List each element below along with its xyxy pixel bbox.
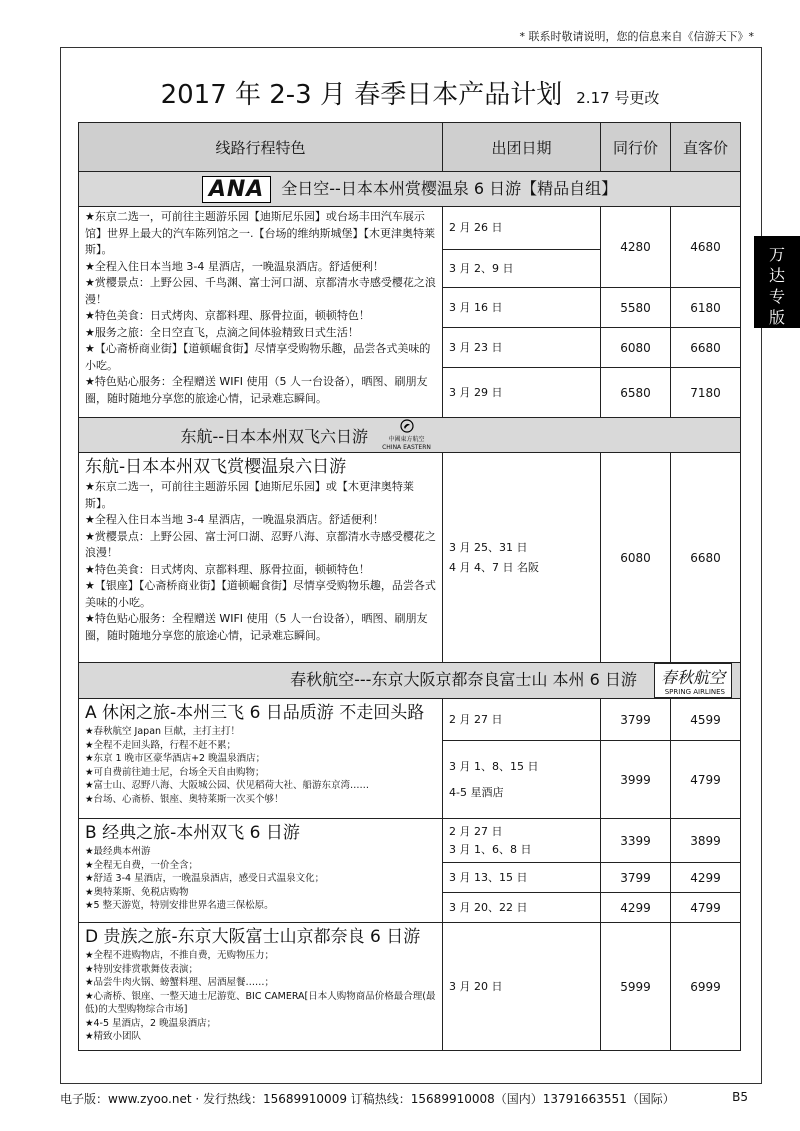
section-title-spring: 春秋航空---东京大阪京都奈良富士山 本州 6 日游 bbox=[290, 670, 637, 689]
features-route-b bbox=[79, 819, 443, 923]
section-bar-spring bbox=[79, 663, 741, 699]
footer bbox=[60, 1090, 760, 1107]
spring-logo-cn: 春秋航空 bbox=[660, 668, 725, 687]
peer-price: 3799 bbox=[601, 699, 671, 741]
peer-price: 3799 bbox=[601, 863, 671, 893]
date-cell bbox=[443, 819, 601, 863]
feature-line: ★全程无自费，一价全含； bbox=[85, 859, 199, 871]
ce-logo-en: CHINA EASTERN bbox=[382, 443, 431, 451]
ce-swallow-icon bbox=[400, 419, 414, 433]
title-main: 2017 年 2-3 月 春季日本产品计划 bbox=[160, 80, 563, 110]
peer-price: 6580 bbox=[601, 368, 671, 418]
date-cell: 3 月 16 日 bbox=[443, 288, 601, 328]
header-direct-price: 直客价 bbox=[671, 123, 741, 172]
feature-line: ★东京 1 晚市区豪华酒店+2 晚温泉酒店； bbox=[85, 753, 266, 764]
features-ana bbox=[79, 207, 443, 418]
date-line: 4 月 4、7 日 名阪 bbox=[449, 560, 539, 574]
feature-line: ★特色美食：日式烤肉、京都料理、豚骨拉面，顿顿特色！ bbox=[85, 562, 370, 576]
section-title-ana: 全日空--日本本州赏樱温泉 6 日游【精品自组】 bbox=[281, 178, 618, 198]
feature-line: ★全程入住日本当地 3-4 星酒店，一晚温泉酒店。舒适便利！ bbox=[85, 259, 384, 273]
date-cell: 3 月 20、22 日 bbox=[443, 893, 601, 923]
feature-line: ★东京二选一，可前往主题游乐园【迪斯尼乐园】或台场丰田汽车展示馆】世界上最大的汽车陈列馆之一.【台场的维纳斯城堡】【木更津奥特莱斯】。 bbox=[85, 210, 435, 256]
direct-price: 4799 bbox=[671, 741, 741, 819]
direct-price: 7180 bbox=[671, 368, 741, 418]
ana-logo: ANA bbox=[202, 176, 271, 203]
product-table bbox=[78, 122, 741, 1051]
feature-line: ★东京二选一，可前往主题游乐园【迪斯尼乐园】或【木更津奥特莱斯】。 bbox=[85, 480, 414, 510]
peer-price: 3399 bbox=[601, 819, 671, 863]
feature-line: ★全程不走回头路，行程不赶不累； bbox=[85, 739, 237, 751]
direct-price: 6680 bbox=[671, 453, 741, 663]
feature-line: ★全程入住日本当地 3-4 星酒店，一晚温泉酒店。舒适便利！ bbox=[85, 513, 384, 526]
date-cell: 3 月 13、15 日 bbox=[443, 863, 601, 893]
feature-line: ★最经典本州游 bbox=[85, 846, 151, 857]
direct-price: 3899 bbox=[671, 819, 741, 863]
direct-price: 4799 bbox=[671, 893, 741, 923]
header-route: 线路行程特色 bbox=[79, 123, 443, 172]
feature-line: ★4-5 星酒店，2 晚温泉酒店； bbox=[85, 1017, 217, 1029]
feature-line: ★【心斋桥商业街】【道顿崛食街】尽情享受购物乐趣，品尝各式美味的小吃。 bbox=[85, 342, 431, 372]
feature-line: ★春秋航空 Japan 巨献，主打主打！ bbox=[85, 726, 241, 737]
date-cell: 3 月 23 日 bbox=[443, 328, 601, 368]
page-title bbox=[60, 74, 760, 111]
features-route-d bbox=[79, 923, 443, 1051]
peer-price: 4280 bbox=[601, 207, 671, 288]
route-heading-b: B 经典之旅-本州双飞 6 日游 bbox=[85, 823, 300, 843]
feature-line: ★特色贴心服务：全程赠送 WIFI 使用（5 人一台设备），晒图、刷朋友圈，随时随地分享您的旅途心情，记录难忘瞬间。 bbox=[85, 612, 428, 642]
features-ce bbox=[79, 453, 443, 663]
date-line: 3 月 1、6、8 日 bbox=[449, 842, 532, 856]
date-cell: 3 月 29 日 bbox=[443, 368, 601, 418]
peer-price: 3999 bbox=[601, 741, 671, 819]
side-tab-text: 万达专版 bbox=[768, 245, 785, 327]
date-line: 3 月 1、8、15 日 bbox=[449, 759, 539, 773]
route-heading-a: A 休闲之旅-本州三飞 6 日品质游 不走回头路 bbox=[85, 703, 425, 723]
source-notice: * 联系时敬请说明，您的信息来自《信游天下》* bbox=[519, 30, 754, 43]
direct-price: 6680 bbox=[671, 328, 741, 368]
date-cell bbox=[443, 453, 601, 663]
header-date: 出团日期 bbox=[443, 123, 601, 172]
section-bar-ana bbox=[79, 172, 741, 207]
direct-price: 4299 bbox=[671, 863, 741, 893]
peer-price: 5580 bbox=[601, 288, 671, 328]
feature-line: ★品尝牛肉火锅、螃蟹料理、居酒屋餐……； bbox=[85, 977, 275, 988]
side-tab bbox=[754, 236, 800, 328]
date-cell: 3 月 20 日 bbox=[443, 923, 601, 1051]
feature-line: ★特色贴心服务：全程赠送 WIFI 使用（5 人一台设备），晒图、刷朋友圈，随时随地分享您的旅途心情，记录难忘瞬间。 bbox=[85, 375, 428, 405]
peer-price: 6080 bbox=[601, 328, 671, 368]
footer-contact: 电子版：www.zyoo.net · 发行热线：15689910009 订稿热线：15689910008（国内）13791663551（国际） bbox=[60, 1092, 675, 1106]
feature-line: ★富士山、忍野八海、大阪城公园、伏见稻荷大社、船游东京湾…… bbox=[85, 780, 370, 791]
feature-line: ★可自费前往迪士尼，台场全天自由购物； bbox=[85, 766, 265, 778]
feature-line: ★赏樱景点：上野公园、千鸟渊、富士河口湖、京都清水寺感受樱花之浪漫！ bbox=[85, 276, 436, 306]
route-heading-d: D 贵族之旅-东京大阪富士山京都奈良 6 日游 bbox=[85, 927, 421, 947]
title-sub: 2.17 号更改 bbox=[576, 89, 660, 107]
feature-line: ★奥特莱斯、免税店购物 bbox=[85, 886, 189, 898]
date-line: 3 月 25、31 日 bbox=[449, 540, 528, 554]
peer-price: 4299 bbox=[601, 893, 671, 923]
peer-price: 6080 bbox=[601, 453, 671, 663]
date-line: 4-5 星酒店 bbox=[449, 785, 504, 799]
direct-price: 4599 bbox=[671, 699, 741, 741]
feature-line: ★精致小团队 bbox=[85, 1031, 142, 1042]
section-bar-ce bbox=[79, 418, 741, 453]
feature-line: ★舒适 3-4 星酒店，一晚温泉酒店，感受日式温泉文化； bbox=[85, 873, 325, 884]
route-heading-ce: 东航-日本本州双飞赏樱温泉六日游 bbox=[85, 457, 347, 477]
features-route-a bbox=[79, 699, 443, 819]
feature-line: ★赏樱景点：上野公园、富士河口湖、忍野八海、京都清水寺感受樱花之浪漫！ bbox=[85, 529, 436, 559]
spring-logo-en: SPRING AIRLINES bbox=[664, 688, 725, 696]
date-cell: 2 月 26 日 bbox=[443, 207, 601, 250]
feature-line: ★全程不进购物店，不推自费，无购物压力； bbox=[85, 950, 275, 961]
section-title-ce: 东航--日本本州双飞六日游 bbox=[180, 426, 369, 446]
date-cell: 2 月 27 日 bbox=[443, 699, 601, 741]
ce-logo-cn: 中國東方航空 bbox=[388, 435, 425, 443]
ce-logo bbox=[381, 419, 433, 452]
feature-line: ★5 整天游览，特别安排世界名遗三保松原。 bbox=[85, 900, 274, 911]
feature-line: ★特色美食：日式烤肉、京都料理、豚骨拉面，顿顿特色！ bbox=[85, 309, 370, 322]
feature-line: ★特别安排赏歌舞伎表演； bbox=[85, 963, 199, 975]
direct-price: 4680 bbox=[671, 207, 741, 288]
feature-line: ★台场、心斋桥、银座、奥特莱斯一次买个够！ bbox=[85, 793, 284, 805]
direct-price: 6180 bbox=[671, 288, 741, 328]
date-cell bbox=[443, 741, 601, 819]
feature-line: ★【银座】【心斋桥商业街】【道顿崛食街】尽情享受购物乐趣，品尝各式美味的小吃。 bbox=[85, 579, 436, 609]
feature-line: ★服务之旅：全日空直飞，点滴之间体验精致日式生活！ bbox=[85, 325, 359, 339]
feature-line: ★心斋桥、银座、一整天迪士尼游览、BIC CAMERA[日本人购物商品价格最合理(最低)的大型购物综合市场] bbox=[85, 990, 436, 1015]
spring-logo bbox=[654, 663, 732, 698]
peer-price: 5999 bbox=[601, 923, 671, 1051]
direct-price: 6999 bbox=[671, 923, 741, 1051]
date-line: 2 月 27 日 bbox=[449, 824, 503, 838]
header-peer-price: 同行价 bbox=[601, 123, 671, 172]
date-cell: 3 月 2、9 日 bbox=[443, 250, 601, 288]
page-number: B5 bbox=[732, 1090, 748, 1104]
